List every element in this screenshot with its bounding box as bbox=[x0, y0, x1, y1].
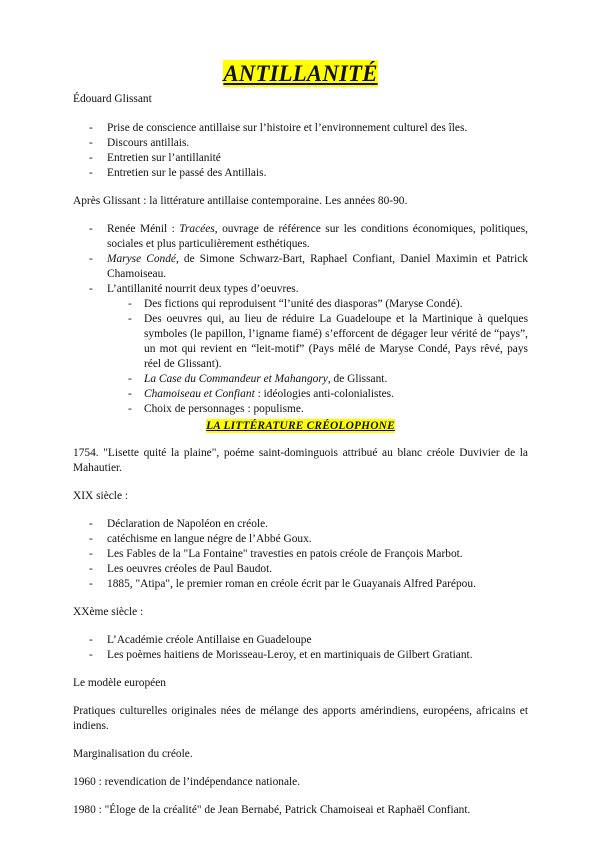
century19-list bbox=[73, 517, 528, 592]
practices-line: Pratiques culturelles originales nées de mélange des apports amérindiens, européens, africains et indiens. bbox=[73, 705, 528, 732]
document-page bbox=[73, 62, 528, 818]
glissant-works-list bbox=[73, 121, 528, 181]
year-1960-line: 1960 : revendication de l’indépendance nationale. bbox=[73, 776, 301, 788]
list-item: - Renée Ménil : Tracées, ouvrage de référence sur les conditions économiques, politiques, sociales et plus particulièrement esthétiques. bbox=[73, 222, 528, 252]
types-sublist bbox=[107, 297, 528, 417]
list-item: - Les oeuvres créoles de Paul Baudot. bbox=[73, 562, 528, 577]
list-item: - Déclaration de Napoléon en créole. bbox=[73, 517, 528, 532]
contemporary-list bbox=[73, 222, 528, 417]
section-title-antillanite: ANTILLANITÉ bbox=[223, 61, 378, 86]
sub-list-item: - Des oeuvres qui, au lieu de réduire La Guadeloupe et la Martinique à quelques symboles (le papillon, l’igname fiamé) s’efforcent de dégager leur vérité de “pays”, un mot qui revient en “leit-motif” (Pays mêlé de Maryse Condé, Pays rêvé, pays réel de Glissant). bbox=[107, 312, 528, 372]
sub-list-item: - Des fictions qui reproduisent “l’unité des diasporas” (Maryse Condé). bbox=[107, 297, 528, 312]
intro-1754: 1754. "Lisette quité la plaine", poéme saint-dominguois attribué au blanc créole Duvivier de la Mahautier. bbox=[73, 447, 528, 474]
after-glissant-line: Après Glissant : la littérature antillaise contemporaine. Les années 80-90. bbox=[73, 195, 408, 207]
list-item: - Les poèmes haitiens de Morisseau-Leroy, et en martiniquais de Gilbert Gratiant. bbox=[73, 648, 528, 663]
list-item: - L’Académie créole Antillaise en Guadeloupe bbox=[73, 633, 528, 648]
list-item: - Entretien sur le passé des Antillais. bbox=[73, 166, 528, 181]
list-item: - Les Fables de la "La Fontaine" travesties en patois créole de François Marbot. bbox=[73, 547, 528, 562]
list-item: - Discours antillais. bbox=[73, 136, 528, 151]
century20-list bbox=[73, 633, 528, 663]
sub-list-item: - Choix de personnages : populisme. bbox=[107, 402, 528, 417]
section-title-creolophone: LA LITTÉRATURE CRÉOLOPHONE bbox=[206, 420, 395, 432]
marginal-line: Marginalisation du créole. bbox=[73, 748, 193, 760]
author-line: Édouard Glissant bbox=[73, 93, 152, 105]
list-item: - 1885, "Atipa", le premier roman en créole écrit par le Guayanais Alfred Parépou. bbox=[73, 577, 528, 592]
sub-list-item: - La Case du Commandeur et Mahangory, de Glissant. bbox=[107, 372, 528, 387]
list-item: - catéchisme en langue négre de l’Abbé Goux. bbox=[73, 532, 528, 547]
century20-label: XXème siècle : bbox=[73, 606, 144, 618]
list-item: - L’antillanité nourrit deux types d’oeuvres. - Des fictions qui reproduisent “l’unité des diasporas” (Maryse Condé). - Des oeuvres qui, au lieu de réduire La Guadeloupe et la Martinique à quelques symboles (le papillon, l’igname fiamé) s’efforcent de dégager leur vérité de “pays”, un mot qui revient en “leit-motif” (Pays mêlé de Maryse Condé, Pays rêvé, pays réel de Glissant). - La Case du Commandeur et Mahangory, de Glissant. - Chamoiseau et Confiant : idéologies anti-colonialistes. - Choix de personnages : populisme. bbox=[73, 282, 528, 417]
list-item: - Entretien sur l’antillanité bbox=[73, 151, 528, 166]
sub-list-item: - Chamoiseau et Confiant : idéologies anti-colonialistes. bbox=[107, 387, 528, 402]
year-1980-line: 1980 : "Éloge de la créalité" de Jean Bernabé, Patrick Chamoiseai et Raphaël Confiant. bbox=[73, 804, 471, 816]
list-item: - Prise de conscience antillaise sur l’histoire et l’environnement culturel des îles. bbox=[73, 121, 528, 136]
century19-label: XIX siècle : bbox=[73, 490, 129, 502]
list-item: - Maryse Condé, de Simone Schwarz-Bart, Raphael Confiant, Daniel Maximin et Patrick Chamoiseau. bbox=[73, 252, 528, 282]
model-line: Le modèle européen bbox=[73, 677, 166, 689]
